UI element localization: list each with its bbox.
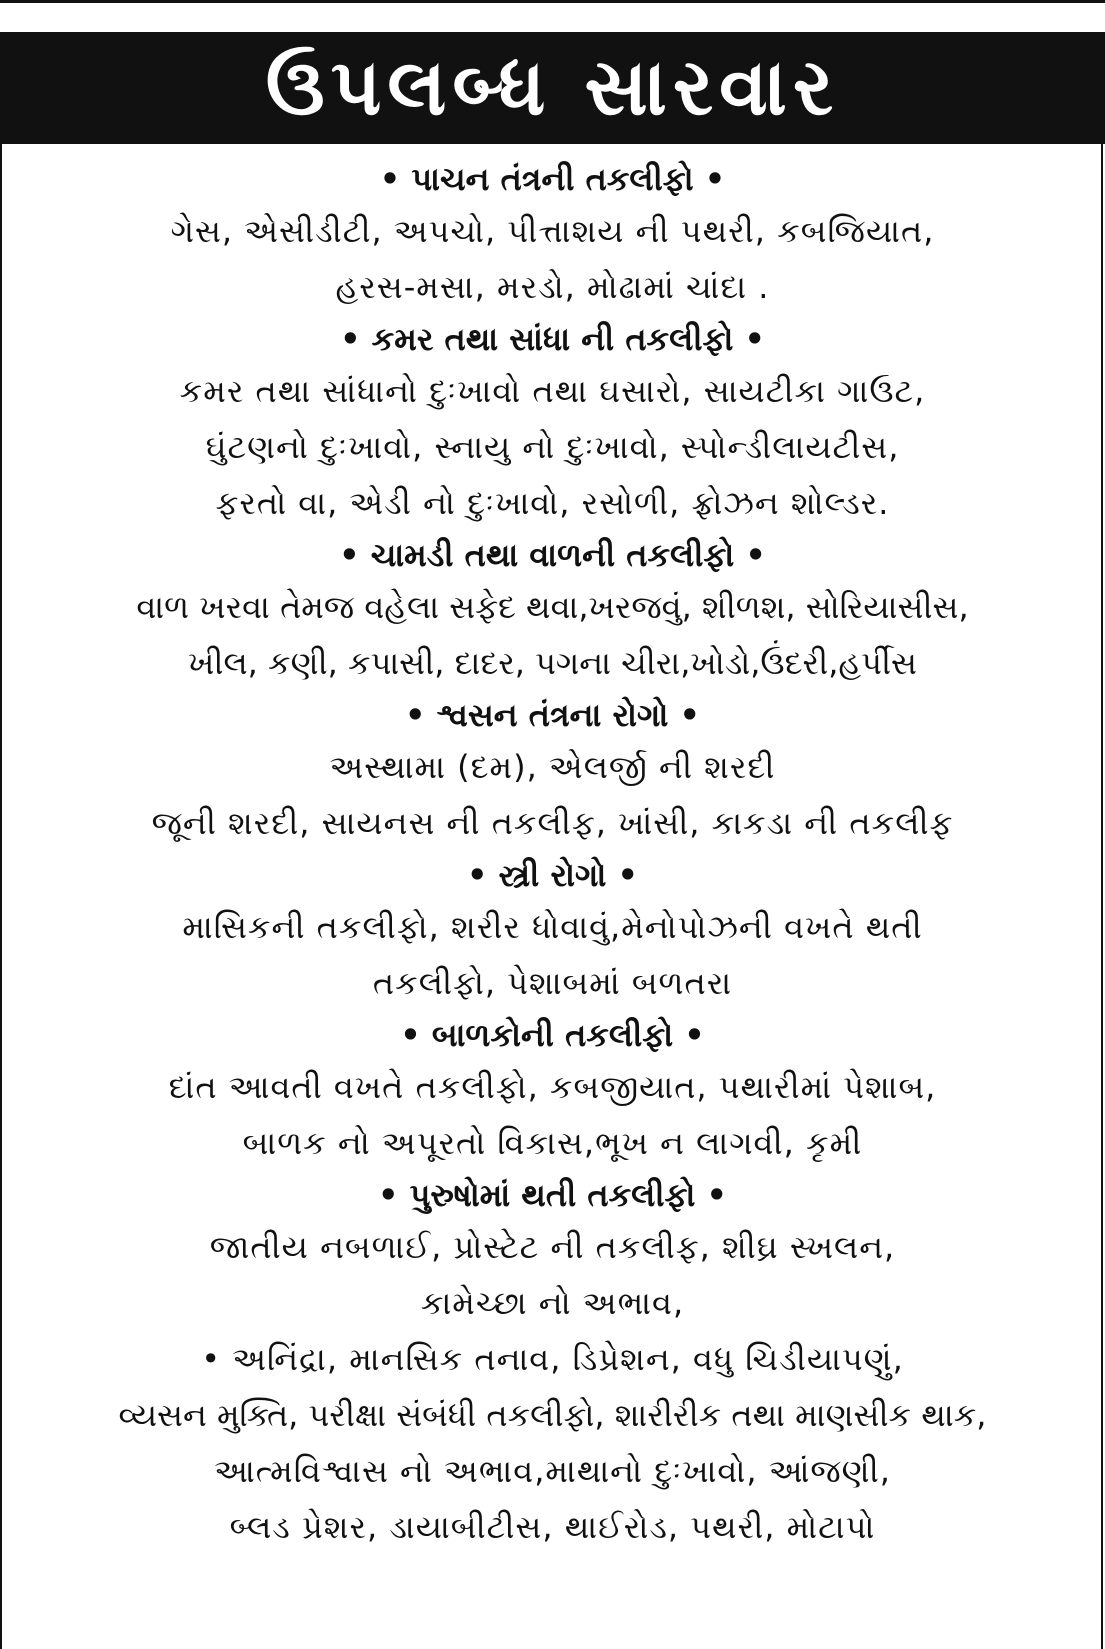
section-line: કમર તથા સાંધાનો દુઃખાવો તથા ઘસારો, સાયટીકા ગાઉટ, [179,372,926,410]
section-line: જાતીય નબળાઈ, પ્રોસ્ટેટ ની તકલીફ, શીઘ્ર સ્ખલન, [209,1228,896,1266]
section-womens-health [0,851,1105,1011]
treatment-list [0,155,1105,1555]
section-heading: • શ્વસન તંત્રના રોગો • [405,696,700,734]
section-line: ફરતો વા, એડી નો દુઃખાવો, રસોળી, ફ્રોઝન શોલ્ડર. [215,484,890,522]
section-line: દાંત આવતી વખતે તકલીફો, કબજીયાત, પથારીમાં પેશાબ, [168,1068,937,1106]
section-heading: • પાચન તંત્રની તકલીફો • [379,160,726,198]
section-heading: • ચામડી તથા વાળની તકલીફો • [339,536,766,574]
section-line: હરસ-મસા, મરડો, મોઢામાં ચાંદા . [335,268,770,306]
section-heading: • કમર તથા સાંધા ની તકલીફો • [340,320,765,358]
section-line: ગેસ, એસીડીટી, અપચો, પીત્તાશય ની પથરી, કબજિયાત, [170,212,935,250]
section-heading: • સ્ત્રી રોગો • [467,856,638,894]
section-line: કામેચ્છા નો અભાવ, [420,1284,685,1322]
section-line: બાળક નો અપૂરતો વિકાસ,ભૂખ ન લાગવી, કૃમી [242,1124,863,1162]
section-digestive [0,155,1105,315]
header-banner [0,32,1105,144]
section-line: તકલીફો, પેશાબમાં બળતરા [372,964,733,1002]
section-line: ખીલ, કણી, કપાસી, દાદર, પગના ચીરા,ખોડો,ઉંદરી,હર્પીસ [188,644,917,682]
section-respiratory [0,691,1105,851]
section-line: માસિકની તકલીફો, શરીર ધોવાવું,મેનોપોઝની વખતે થતી [182,908,923,946]
section-line: જૂની શરદી, સાયનસ ની તકલીફ, ખાંસી, કાકડા ની તકલીફ [151,804,954,842]
page-title: ઉપલબ્ધ સારવાર [265,43,840,133]
section-children [0,1011,1105,1171]
section-heading: • બાળકોની તકલીફો • [400,1016,705,1054]
section-skin-hair [0,531,1105,691]
section-other [0,1331,1105,1555]
section-mens-health [0,1171,1105,1331]
section-line: • અનિંદ્રા, માનસિક તનાવ, ડિપ્રેશન, વધુ ચિડીયાપણું, [201,1340,904,1378]
section-line: વ્યસન મુક્તિ, પરીક્ષા સંબંધી તકલીફો, શારીરીક તથા માણસીક થાક, [118,1396,987,1434]
top-rule [0,0,1105,3]
section-line: આત્મવિશ્વાસ નો અભાવ,માથાનો દુઃખાવો, આંજણી, [214,1452,891,1490]
section-joints [0,315,1105,531]
section-line: અસ્થામા (દમ), એલર્જી ની શરદી [329,748,776,786]
section-line: વાળ ખરવા તેમજ વહેલા સફેદ થવા,ખરજવું, શીળશ, સોરિયાસીસ, [136,588,969,626]
section-line: બ્લડ પ્રેશર, ડાયાબીટીસ, થાઈરોડ, પથરી, મોટાપો [229,1508,876,1546]
section-heading: • પુરુષોમાં થતી તકલીફો • [378,1176,727,1214]
section-line: ઘુંટણનો દુઃખાવો, સ્નાયુ નો દુઃખાવો, સ્પોન્ડીલાયટીસ, [205,428,900,466]
